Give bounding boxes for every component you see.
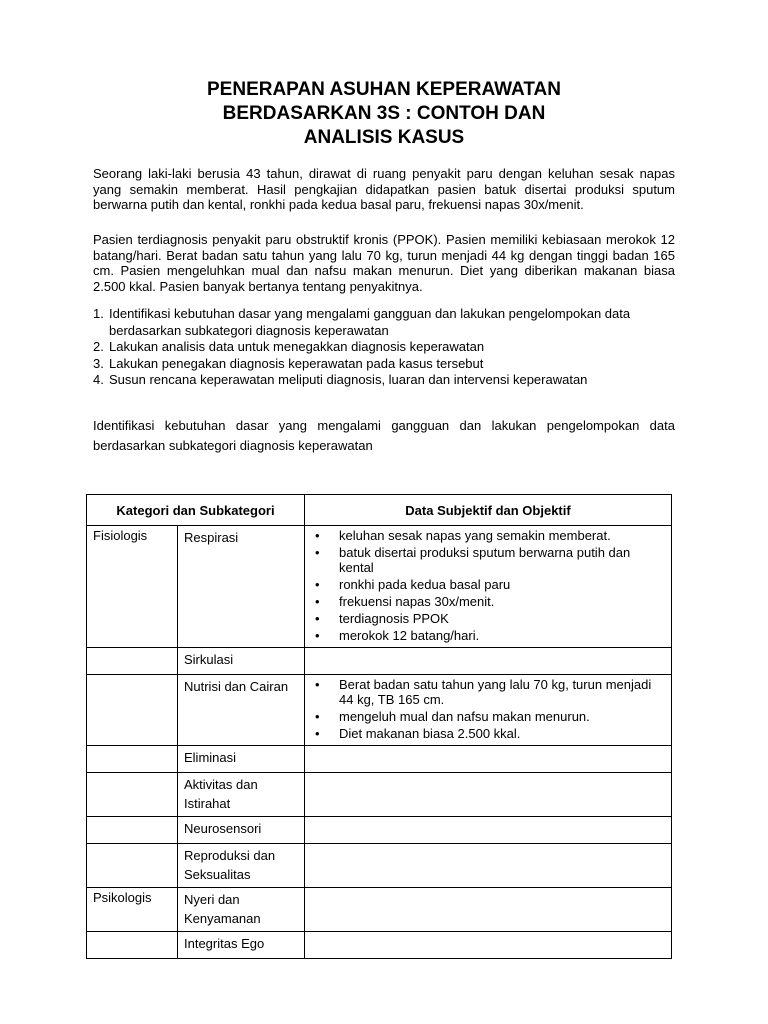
table-row bbox=[87, 648, 672, 675]
category-cell bbox=[87, 932, 178, 959]
header-data: Data Subjektif dan Objektif bbox=[305, 495, 672, 526]
task-number: 4. bbox=[93, 372, 104, 387]
table-row bbox=[87, 675, 672, 746]
subcategory-cell: Nyeri dan Kenyamanan bbox=[178, 888, 305, 932]
task-number: 2. bbox=[93, 339, 104, 354]
task-text: Identifikasi kebutuhan dasar yang mengalami gangguan dan lakukan pengelompokan data berdasarkan subkategori diagnosis keperawatan bbox=[109, 306, 631, 338]
subcategory-cell: Sirkulasi bbox=[178, 648, 305, 675]
list-item: • merokok 12 batang/hari. bbox=[339, 628, 665, 643]
category-cell bbox=[87, 773, 178, 817]
category-cell: Fisiologis bbox=[87, 526, 178, 648]
category-cell bbox=[87, 844, 178, 888]
table-row bbox=[87, 932, 672, 959]
category-cell bbox=[87, 746, 178, 773]
header-category: Kategori dan Subkategori bbox=[87, 495, 305, 526]
case-paragraph-2: Pasien terdiagnosis penyakit paru obstruktif kronis (PPOK). Pasien memiliki kebiasaan merokok 12 batang/hari. Berat badan satu tahun yang lalu 70 kg, turun menjadi 44 kg dengan tinggi badan 165 cm. Pasien mengeluhkan mual dan nafsu makan menurun. Diet yang diberikan makanan biasa 2.500 kkal. Pasien banyak bertanya tentang penyakitnya. bbox=[93, 232, 675, 294]
table-header-row bbox=[87, 495, 672, 526]
task-item bbox=[93, 356, 693, 373]
subcategory-cell: Aktivitas dan Istirahat bbox=[178, 773, 305, 817]
subcategory-cell: Nutrisi dan Cairan bbox=[178, 675, 305, 746]
subcategory-cell: Integritas Ego bbox=[178, 932, 305, 959]
task-text: Lakukan analisis data untuk menegakkan diagnosis keperawatan bbox=[109, 339, 485, 354]
list-item: • frekuensi napas 30x/menit. bbox=[339, 594, 665, 609]
document-title bbox=[0, 78, 768, 150]
case-paragraph-1: Seorang laki-laki berusia 43 tahun, dirawat di ruang penyakit paru dengan keluhan sesak napas yang semakin memberat. Hasil pengkajian didapatkan pasien batuk disertai produksi sputum berwarna putih dan kental, ronkhi pada kedua basal paru, frekuensi napas 30x/menit. bbox=[93, 166, 675, 212]
list-item: • Berat badan satu tahun yang lalu 70 kg, turun menjadi 44 kg, TB 165 cm. bbox=[339, 677, 665, 707]
task-item bbox=[93, 339, 693, 356]
assessment-table bbox=[86, 494, 672, 959]
subcategory-cell: Eliminasi bbox=[178, 746, 305, 773]
table-row bbox=[87, 888, 672, 932]
task-text: Susun rencana keperawatan meliputi diagnosis, luaran dan intervensi keperawatan bbox=[109, 372, 588, 387]
task-number: 1. bbox=[93, 306, 104, 321]
list-item: • keluhan sesak napas yang semakin memberat. bbox=[339, 528, 665, 543]
table-row bbox=[87, 526, 672, 648]
table-row bbox=[87, 844, 672, 888]
category-cell bbox=[87, 648, 178, 675]
title-line-1: PENERAPAN ASUHAN KEPERAWATAN bbox=[207, 79, 561, 100]
data-cell bbox=[305, 675, 672, 746]
data-cell bbox=[305, 844, 672, 888]
subcategory-cell: Respirasi bbox=[178, 526, 305, 648]
data-list bbox=[311, 528, 665, 643]
table-row bbox=[87, 773, 672, 817]
data-cell bbox=[305, 817, 672, 844]
list-item: • ronkhi pada kedua basal paru bbox=[339, 577, 665, 592]
task-text: Lakukan penegakan diagnosis keperawatan pada kasus tersebut bbox=[109, 355, 484, 371]
list-item: • mengeluh mual dan nafsu makan menurun. bbox=[339, 709, 665, 724]
subcategory-cell: Neurosensori bbox=[178, 817, 305, 844]
task-item bbox=[93, 306, 693, 339]
title-line-3: ANALISIS KASUS bbox=[303, 127, 465, 148]
category-cell bbox=[87, 675, 178, 746]
category-cell bbox=[87, 817, 178, 844]
data-cell bbox=[305, 648, 672, 675]
data-cell bbox=[305, 746, 672, 773]
list-item: • batuk disertai produksi sputum berwarna putih dan kental bbox=[339, 545, 665, 575]
subcategory-cell: Reproduksi dan Seksualitas bbox=[178, 844, 305, 888]
table-intro: Identifikasi kebutuhan dasar yang mengalami gangguan dan lakukan pengelompokan data berdasarkan subkategori diagnosis keperawatan bbox=[93, 418, 675, 453]
data-cell bbox=[305, 932, 672, 959]
title-line-2: BERDASARKAN 3S : CONTOH DAN bbox=[222, 103, 546, 124]
table-row bbox=[87, 746, 672, 773]
category-cell: Psikologis bbox=[87, 888, 178, 932]
task-item bbox=[93, 372, 693, 389]
data-cell bbox=[305, 773, 672, 817]
task-list bbox=[93, 306, 693, 389]
table-row bbox=[87, 817, 672, 844]
data-cell bbox=[305, 526, 672, 648]
list-item: • terdiagnosis PPOK bbox=[339, 611, 665, 626]
task-number: 3. bbox=[93, 355, 104, 371]
list-item: • Diet makanan biasa 2.500 kkal. bbox=[339, 726, 665, 741]
data-list bbox=[311, 677, 665, 741]
data-cell bbox=[305, 888, 672, 932]
